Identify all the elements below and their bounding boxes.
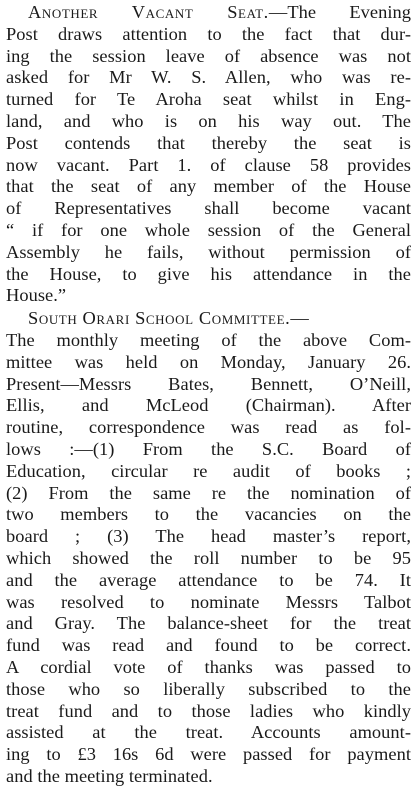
article-line: fund was read and found to be correct. — [6, 635, 411, 656]
article-line: ing to £3 16s 6d were passed for payment — [6, 744, 411, 765]
article-line: those who so liberally subscribed to the — [6, 678, 411, 699]
article-line: turned for Te Aroha seat whilst in Eng- — [6, 89, 411, 110]
article-heading: Another Vacant Seat. — [28, 2, 269, 22]
article-line: asked for Mr W. S. Allen, who was re- — [6, 67, 411, 88]
article-line: treat fund and to those ladies who kindly — [6, 700, 411, 721]
article-school-committee — [6, 308, 411, 788]
article-text: —The Evening — [268, 2, 411, 22]
article-line: lows :—(1) From the S.C. Board of — [6, 438, 411, 459]
article-heading: South Orari School Committee. — [28, 308, 291, 329]
article-line: two members to the vacancies on the — [6, 504, 411, 525]
article-line: board ; (3) The head master’s report, — [6, 526, 411, 547]
article-line: Education, circular re audit of books ; — [6, 460, 411, 481]
article-first-line — [6, 308, 411, 330]
article-line: Assembly he fails, without permission of — [6, 241, 411, 262]
article-text: — — [290, 308, 309, 329]
article-vacant-seat — [6, 2, 411, 307]
article-line: which showed the roll number to be 95 — [6, 547, 411, 568]
article-line: now vacant. Part 1. of clause 58 provides — [6, 154, 411, 175]
article-line: the House, to give his attendance in the — [6, 263, 411, 284]
article-line: of Representatives shall become vacant — [6, 198, 411, 219]
article-line: that the seat of any member of the House — [6, 176, 411, 197]
article-line: Ellis, and McLeod (Chairman). After — [6, 395, 411, 416]
article-line: and the meeting terminated. — [6, 765, 213, 786]
article-line: A cordial vote of thanks was passed to — [6, 656, 411, 677]
article-line: and Gray. The balance-sheet for the treat — [6, 613, 411, 634]
article-line: The monthly meeting of the above Com- — [6, 329, 411, 350]
article-line: was resolved to nominate Messrs Talbot — [6, 591, 411, 612]
article-line: Post draws attention to the fact that dur- — [6, 23, 411, 44]
article-line: and the average attendance to be 74. It — [6, 569, 411, 590]
article-line: Post contends that thereby the seat is — [6, 132, 411, 153]
article-line: land, and who is on his way out. The — [6, 110, 411, 131]
article-line: ing the session leave of absence was not — [6, 45, 411, 66]
article-line: “ if for one whole session of the General — [6, 219, 411, 240]
article-line: routine, correspondence was read as fol- — [6, 417, 411, 438]
article-line: Present—Messrs Bates, Bennett, O’Neill, — [6, 373, 411, 394]
article-line: mittee was held on Monday, January 26. — [6, 351, 411, 372]
article-line: House.” — [6, 285, 67, 306]
article-line: assisted at the treat. Accounts amount- — [6, 722, 411, 743]
article-line: (2) From the same re the nomination of — [6, 482, 411, 503]
article-first-line — [6, 2, 411, 24]
